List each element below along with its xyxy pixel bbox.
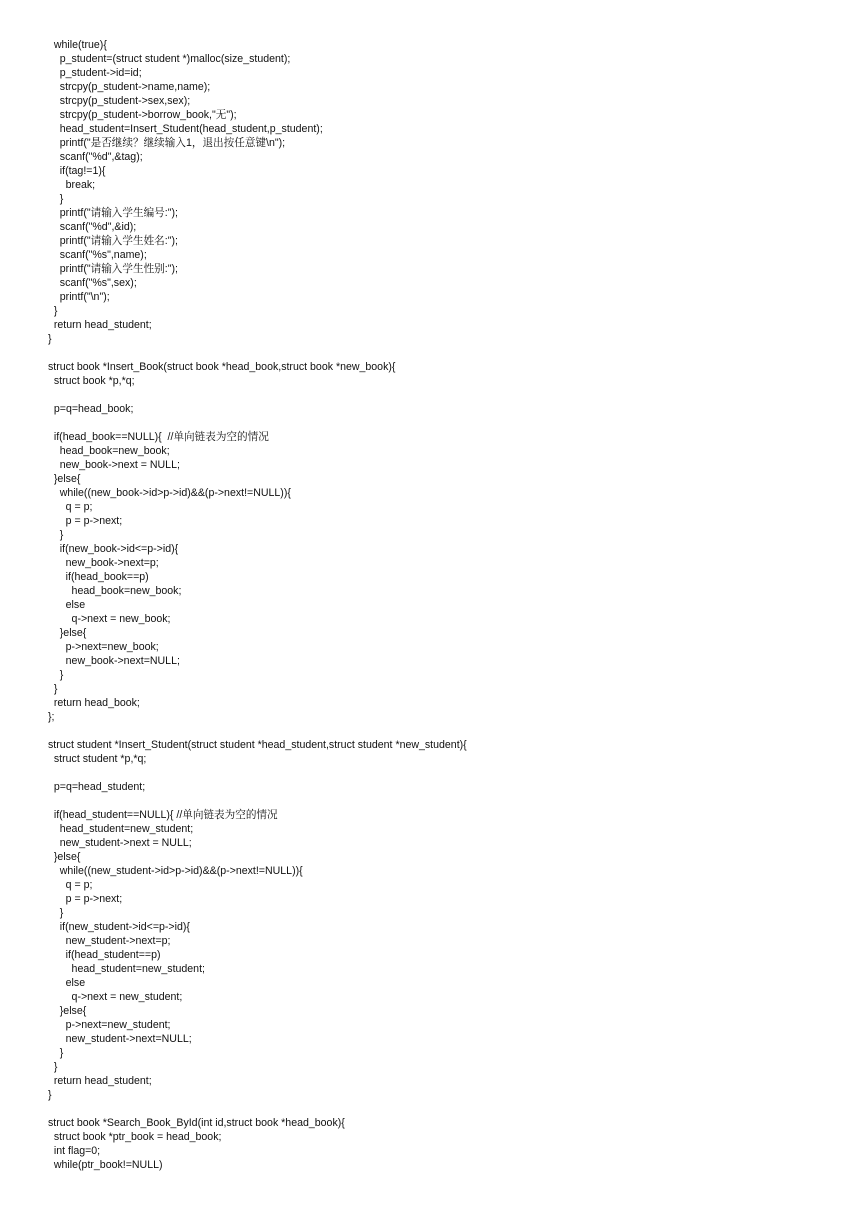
code-line: strcpy(p_student->name,name);	[48, 81, 211, 93]
code-line: if(head_book==p)	[48, 571, 149, 583]
code-line: return head_book;	[48, 697, 140, 709]
code-line: printf("\n");	[48, 291, 110, 303]
code-line: head_book=new_book;	[48, 445, 170, 457]
code-line: if(new_book->id<=p->id){	[48, 543, 179, 555]
code-line: if(head_book==NULL){ //单向链表为空的情况	[48, 431, 269, 443]
code-line: while((new_student->id>p->id)&&(p->next!=NULL)){	[48, 865, 303, 877]
code-line: head_student=Insert_Student(head_student,p_student);	[48, 123, 323, 135]
code-line: printf("请输入学生性别:");	[48, 263, 178, 275]
code-line: }	[48, 669, 64, 681]
code-line: }else{	[48, 627, 87, 639]
code-line	[48, 388, 848, 402]
code-line: scanf("%s",name);	[48, 249, 147, 261]
code-line: struct book *ptr_book = head_book;	[48, 1131, 222, 1143]
code-line: struct book *Search_Book_ById(int id,struct book *head_book){	[48, 1117, 345, 1129]
code-line: new_book->next=NULL;	[48, 655, 180, 667]
code-line: };	[48, 711, 55, 723]
code-line: }	[48, 1089, 52, 1101]
code-line: p=q=head_student;	[48, 781, 146, 793]
code-line: }	[48, 193, 64, 205]
code-line: struct student *Insert_Student(struct student *head_student,struct student *new_student){	[48, 739, 467, 751]
code-line: q = p;	[48, 501, 93, 513]
code-line: head_student=new_student;	[48, 963, 205, 975]
code-line: p->next=new_student;	[48, 1019, 171, 1031]
code-line: if(head_student==p)	[48, 949, 161, 961]
code-line	[48, 346, 848, 360]
code-line: while(ptr_book!=NULL)	[48, 1159, 163, 1171]
code-line: struct book *Insert_Book(struct book *head_book,struct book *new_book){	[48, 361, 396, 373]
code-line: p = p->next;	[48, 515, 123, 527]
code-line: scanf("%d",&id);	[48, 221, 137, 233]
code-line: q->next = new_book;	[48, 613, 171, 625]
code-line: scanf("%d",&tag);	[48, 151, 143, 163]
code-line: return head_student;	[48, 1075, 152, 1087]
code-line	[48, 794, 848, 808]
code-block	[48, 38, 848, 1172]
code-line: q->next = new_student;	[48, 991, 183, 1003]
code-line: q = p;	[48, 879, 93, 891]
code-line: break;	[48, 179, 96, 191]
code-line: struct book *p,*q;	[48, 375, 135, 387]
code-line: if(head_student==NULL){ //单向链表为空的情况	[48, 809, 278, 821]
code-line: new_book->next=p;	[48, 557, 159, 569]
code-line: new_book->next = NULL;	[48, 459, 180, 471]
code-line: }	[48, 1061, 58, 1073]
code-line	[48, 724, 848, 738]
code-line: new_student->next=p;	[48, 935, 171, 947]
code-line: p_student->id=id;	[48, 67, 142, 79]
code-line: printf("是否继续？继续输入1，退出按任意键\n");	[48, 137, 286, 149]
code-line: p=q=head_book;	[48, 403, 134, 415]
code-line	[48, 1102, 848, 1116]
code-line: else	[48, 599, 86, 611]
code-line: printf("请输入学生编号:");	[48, 207, 178, 219]
code-line: p->next=new_book;	[48, 641, 159, 653]
code-line: scanf("%s",sex);	[48, 277, 137, 289]
code-line	[48, 416, 848, 430]
code-line: struct student *p,*q;	[48, 753, 147, 765]
code-line	[48, 766, 848, 780]
code-line: strcpy(p_student->borrow_book,"无");	[48, 109, 237, 121]
code-line: }	[48, 907, 64, 919]
code-line: }	[48, 1047, 64, 1059]
code-line: p = p->next;	[48, 893, 123, 905]
code-line: printf("请输入学生姓名:");	[48, 235, 178, 247]
code-line: }	[48, 683, 58, 695]
code-line: }	[48, 529, 64, 541]
code-line: new_student->next = NULL;	[48, 837, 192, 849]
code-line: }	[48, 305, 58, 317]
code-line: if(tag!=1){	[48, 165, 106, 177]
code-line: }	[48, 333, 52, 345]
code-line: while(true){	[48, 39, 107, 51]
code-line: return head_student;	[48, 319, 152, 331]
code-line: else	[48, 977, 86, 989]
code-line: while((new_book->id>p->id)&&(p->next!=NULL)){	[48, 487, 291, 499]
code-line: }else{	[48, 473, 81, 485]
code-line: }else{	[48, 851, 81, 863]
code-line: }else{	[48, 1005, 87, 1017]
code-line: p_student=(struct student *)malloc(size_student);	[48, 53, 291, 65]
code-line: head_student=new_student;	[48, 823, 194, 835]
code-line: strcpy(p_student->sex,sex);	[48, 95, 191, 107]
code-line: int flag=0;	[48, 1145, 101, 1157]
code-line: new_student->next=NULL;	[48, 1033, 192, 1045]
code-line: head_book=new_book;	[48, 585, 182, 597]
code-line: if(new_student->id<=p->id){	[48, 921, 190, 933]
